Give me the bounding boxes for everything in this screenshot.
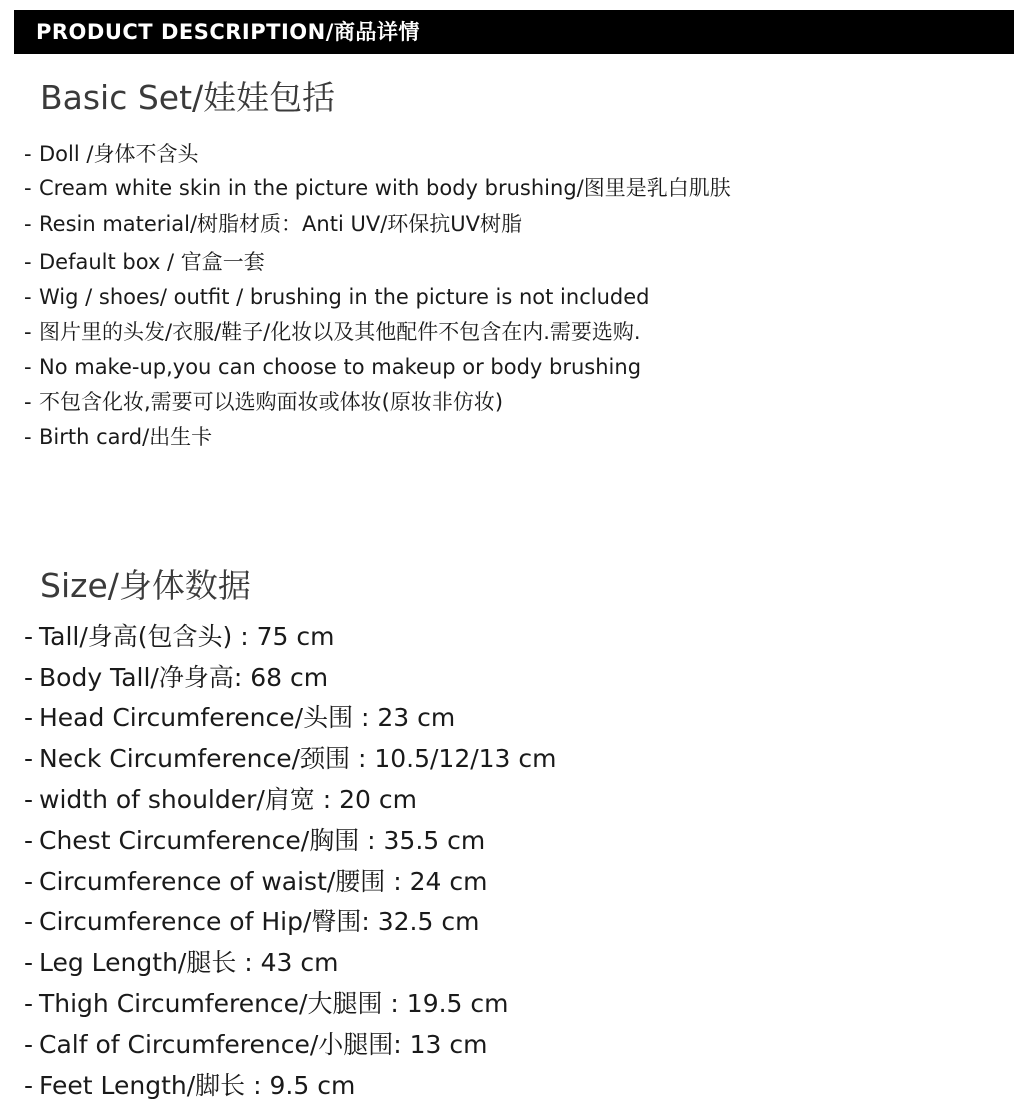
list-item: - Cream white skin in the picture with body brushing/图里是乳白肌肤 xyxy=(24,176,731,200)
list-item: - Feet Length/脚长 : 9.5 cm xyxy=(24,1071,356,1100)
size-heading: Size/身体数据 xyxy=(40,566,251,605)
list-item: - Resin material/树脂材质：Anti UV/环保抗UV树脂 xyxy=(24,212,523,236)
list-item: - Leg Length/腿长 : 43 cm xyxy=(24,948,339,977)
list-item: - Tall/身高(包含头) : 75 cm xyxy=(24,622,335,651)
list-item: - Neck Circumference/颈围 : 10.5/12/13 cm xyxy=(24,744,557,773)
list-item: - Wig / shoes/ outfit / brushing in the picture is not included xyxy=(24,285,650,309)
list-item: - Default box / 官盒一套 xyxy=(24,250,265,274)
basic-set-heading: Basic Set/娃娃包括 xyxy=(40,78,336,117)
list-item: - width of shoulder/肩宽 : 20 cm xyxy=(24,785,417,814)
list-item: - Calf of Circumference/小腿围: 13 cm xyxy=(24,1030,488,1059)
page-title: PRODUCT DESCRIPTION/商品详情 xyxy=(36,20,420,44)
list-item: - Birth card/出生卡 xyxy=(24,425,213,449)
list-item: - 不包含化妆,需要可以选购面妆或体妆(原妆非仿妆) xyxy=(24,390,504,414)
list-item: - Chest Circumference/胸围 : 35.5 cm xyxy=(24,826,486,855)
list-item: - Circumference of waist/腰围 : 24 cm xyxy=(24,867,488,896)
header-bar xyxy=(14,10,1014,54)
list-item: - 图片里的头发/衣服/鞋子/化妆以及其他配件不包含在内.需要选购. xyxy=(24,320,641,344)
list-item: - Doll /身体不含头 xyxy=(24,142,199,166)
list-item: - Body Tall/净身高: 68 cm xyxy=(24,663,329,692)
list-item: - Head Circumference/头围 : 23 cm xyxy=(24,703,456,732)
list-item: - Circumference of Hip/臀围: 32.5 cm xyxy=(24,907,480,936)
list-item: - No make-up,you can choose to makeup or body brushing xyxy=(24,355,642,379)
list-item: - Thigh Circumference/大腿围 : 19.5 cm xyxy=(24,989,509,1018)
